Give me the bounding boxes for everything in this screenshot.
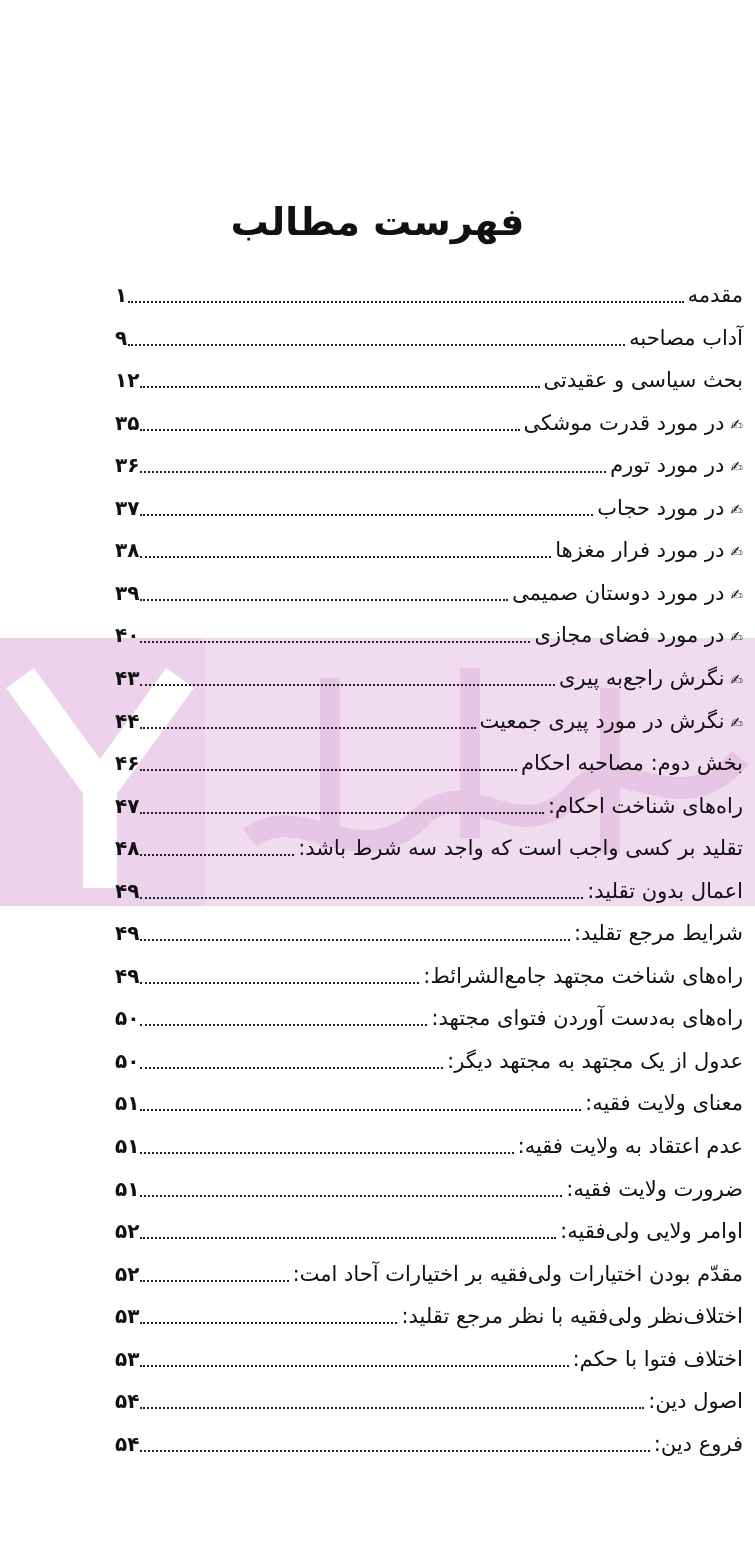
dot-leader (140, 939, 570, 941)
dot-leader (140, 641, 530, 643)
toc-entry-label (530, 623, 743, 647)
writing-hand-icon: ✍ (730, 543, 743, 562)
writing-hand-icon: ✍ (730, 628, 743, 647)
dot-leader (140, 386, 539, 388)
toc-entry-text: نگرش در مورد پیری جمعیت (479, 708, 725, 733)
toc-entry[interactable] (115, 1084, 743, 1122)
toc-entry-text: راه‌های شناخت مجتهد جامع‌الشرائط: (423, 963, 743, 988)
toc-entry[interactable] (115, 276, 743, 314)
writing-hand-icon: ✍ (730, 500, 743, 519)
toc-entry-text: در مورد حجاب (597, 495, 725, 520)
toc-page-number: ۵۳ (115, 1346, 140, 1371)
toc-entry-text: عدول از یک مجتهد به مجتهد دیگر: (447, 1048, 743, 1073)
toc-entry-text: مقدمه (687, 283, 743, 307)
toc-entry-label (427, 1006, 743, 1030)
toc-entry-label (476, 709, 743, 733)
writing-hand-icon: ✍ (730, 671, 743, 689)
toc-page-number: ۱۲ (115, 368, 140, 393)
toc-page-number: ۴۹ (115, 963, 140, 988)
toc-entry[interactable] (115, 914, 743, 952)
toc-entry-label (289, 1262, 743, 1286)
toc-page-number: ۵۰ (115, 1006, 140, 1031)
dot-leader (140, 684, 555, 686)
dot-leader (140, 1109, 581, 1111)
dot-leader (140, 1024, 427, 1026)
toc-entry[interactable] (115, 1042, 743, 1080)
toc-entry-text: نگرش راجع‌به پیری (558, 666, 725, 690)
dot-leader (140, 1407, 644, 1409)
toc-entry[interactable] (115, 1382, 743, 1420)
toc-page-number: ۳۸ (115, 538, 140, 563)
toc-entry-text: در مورد دوستان صمیمی (512, 580, 725, 605)
toc-entry-label (556, 1219, 743, 1243)
toc-entry-label (625, 326, 743, 350)
toc-entry-label (419, 964, 743, 988)
toc-entry-label (544, 794, 743, 818)
toc-entry-label (570, 921, 743, 945)
dot-leader (128, 301, 683, 303)
dot-leader (140, 429, 519, 431)
toc-page-number: ۵۴ (115, 1431, 140, 1456)
toc-entry[interactable] (115, 1127, 743, 1165)
toc-entry-text: آداب مصاحبه (629, 325, 743, 350)
toc-entry-text: بحث سیاسی و عقیدتی (543, 368, 743, 393)
toc-entry-text: اصول دین: (648, 1389, 743, 1414)
toc-entry[interactable] (115, 659, 743, 697)
toc-entry-text: مقدّم بودن اختیارات ولی‌فقیه بر اختیارات آحاد امت: (292, 1261, 743, 1286)
toc-entry[interactable] (115, 1340, 743, 1378)
toc-entry-text: معنای ولایت فقیه: (585, 1091, 743, 1116)
writing-hand-icon: ✍ (730, 585, 743, 604)
dot-leader (140, 556, 551, 558)
toc-page-number: ۵۳ (115, 1304, 140, 1329)
toc-entry[interactable] (115, 574, 743, 612)
dot-leader (140, 1152, 513, 1154)
toc-page-number: ۳۹ (115, 580, 140, 605)
toc-entry-label (650, 1432, 743, 1456)
toc-entry-text: راه‌های شناخت احکام: (547, 793, 743, 818)
toc-page-number: ۵۲ (115, 1261, 140, 1286)
toc-entry-text: اختلاف‌نظر ولی‌فقیه با نظر مرجع تقلید: (401, 1304, 743, 1329)
toc-entry-label (443, 1049, 743, 1073)
toc-entry-label (397, 1304, 743, 1328)
dot-leader (140, 1365, 568, 1367)
toc-entry-label (562, 1177, 743, 1201)
toc-entry-label (583, 879, 743, 903)
dot-leader (140, 1280, 288, 1282)
toc-page-number: ۱ (115, 283, 128, 307)
toc-page-number: ۴۶ (115, 751, 140, 775)
toc-page-number: ۳۶ (115, 453, 140, 478)
toc-entry-label (555, 666, 743, 690)
toc-entry-text: ضرورت ولایت فقیه: (566, 1176, 743, 1201)
dot-leader (140, 514, 593, 516)
toc-entry[interactable] (115, 489, 743, 527)
toc-entry-label (540, 368, 743, 392)
toc-page-number: ۵۱ (115, 1134, 140, 1158)
dot-leader (140, 1195, 562, 1197)
toc-entry-label (517, 751, 743, 775)
toc-page-number: ۵۲ (115, 1219, 140, 1244)
toc-entry-label (606, 453, 743, 477)
toc-entry[interactable] (115, 787, 743, 825)
toc-entry-text: در مورد تورم (610, 453, 725, 478)
dot-leader (140, 1450, 649, 1452)
toc-entry-text: در مورد فرار مغزها (555, 538, 725, 563)
dot-leader (140, 982, 419, 984)
dot-leader (128, 344, 625, 346)
toc-page-number: ۳۷ (115, 495, 140, 520)
toc-entry-text: عدم اعتقاد به ولایت فقیه: (517, 1134, 743, 1158)
toc-entry[interactable] (115, 1297, 743, 1335)
page-title: فهرست مطالب (230, 200, 525, 244)
toc-page-number: ۴۷ (115, 793, 140, 818)
toc-page-number: ۴۸ (115, 836, 140, 861)
toc-entry-text: اوامر ولایی ولی‌فقیه: (560, 1219, 743, 1244)
toc-page-number: ۵۱ (115, 1091, 140, 1116)
dot-leader (140, 599, 508, 601)
toc-page-number: ۴۹ (115, 921, 140, 946)
toc-entry[interactable] (115, 957, 743, 995)
toc-entry[interactable] (115, 319, 743, 357)
dot-leader (140, 1322, 397, 1324)
toc-entry[interactable] (115, 1170, 743, 1208)
dot-leader (140, 1067, 443, 1069)
toc-entry[interactable] (115, 1212, 743, 1250)
toc-entry-label (294, 836, 743, 860)
toc-entry-label (514, 1134, 743, 1158)
toc-entry[interactable] (115, 1255, 743, 1293)
dot-leader (140, 854, 294, 856)
toc-entry[interactable] (115, 702, 743, 740)
toc-page-number: ۵۰ (115, 1048, 140, 1073)
toc-entry-label (644, 1389, 743, 1413)
toc-entry[interactable] (115, 404, 743, 442)
toc-page-number: ۵۱ (115, 1176, 140, 1201)
toc-entry-text: راه‌های به‌دست آوردن فتوای مجتهد: (431, 1006, 743, 1031)
toc-entry-label (520, 411, 743, 435)
toc-page-number: ۴۹ (115, 878, 140, 903)
toc-entry[interactable] (115, 872, 743, 910)
toc-entry[interactable] (115, 829, 743, 867)
dot-leader (140, 812, 544, 814)
toc-entry[interactable] (115, 1425, 743, 1463)
toc-entry-label (684, 283, 743, 307)
toc-page-number: ۹ (115, 325, 128, 350)
toc-entry-label (581, 1091, 743, 1115)
toc-page-number: ۴۰ (115, 623, 140, 648)
toc-entry-label (593, 496, 743, 520)
toc-page-number: ۴۴ (115, 708, 140, 733)
toc-page-number: ۳۵ (115, 410, 140, 435)
toc-entry-text: اعمال بدون تقلید: (587, 878, 743, 903)
toc-entry-label (551, 538, 743, 562)
toc-entry-text: اختلاف فتوا با حکم: (572, 1346, 743, 1371)
toc-entry-text: در مورد فضای مجازی (534, 623, 725, 648)
dot-leader (140, 471, 606, 473)
toc-entry[interactable] (115, 446, 743, 484)
toc-entry[interactable] (115, 361, 743, 399)
toc-entry[interactable] (115, 531, 743, 569)
toc-entry-text: شرایط مرجع تقلید: (574, 921, 743, 946)
toc-entry-label (569, 1347, 743, 1371)
dot-leader (140, 1237, 556, 1239)
toc-page-number: ۵۴ (115, 1389, 140, 1414)
dot-leader (140, 897, 583, 899)
toc-entry-text: فروع دین: (653, 1431, 743, 1456)
dot-leader (140, 769, 517, 771)
toc-entry-text: بخش دوم: مصاحبه احکام (520, 751, 743, 775)
writing-hand-icon: ✍ (730, 458, 743, 477)
toc-entry[interactable] (115, 744, 743, 782)
writing-hand-icon: ✍ (730, 415, 743, 434)
toc-entry[interactable] (115, 999, 743, 1037)
toc-entry[interactable] (115, 616, 743, 654)
toc-entry-text: در مورد قدرت موشکی (523, 410, 725, 435)
toc-entry-text: تقلید بر کسی واجب است که واجد سه شرط باشد: (298, 836, 743, 861)
dot-leader (140, 727, 475, 729)
writing-hand-icon: ✍ (730, 713, 743, 732)
toc-page-number: ۴۳ (115, 666, 140, 690)
toc-entry-label (508, 581, 743, 605)
